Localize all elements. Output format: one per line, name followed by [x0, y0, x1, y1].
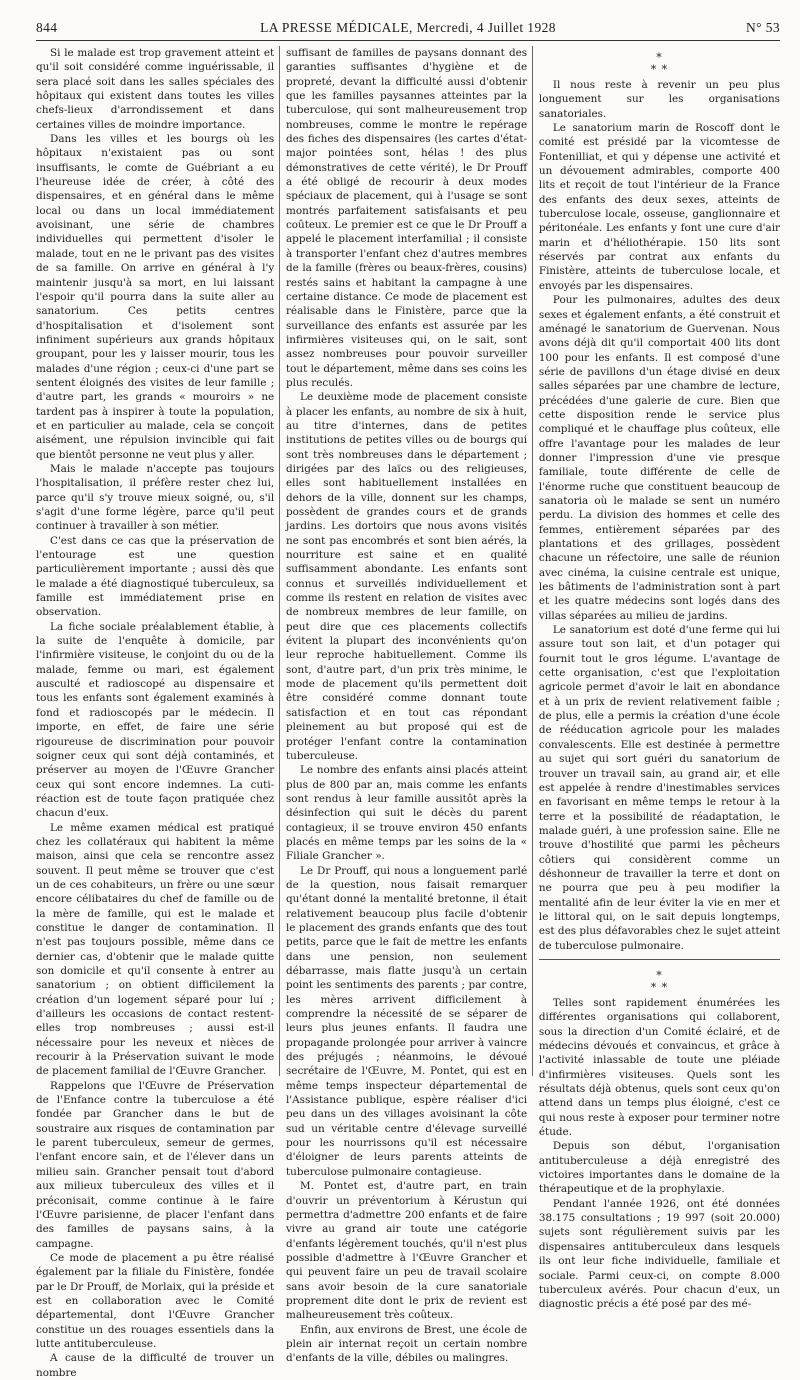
page-number: 844	[36, 20, 58, 35]
paragraph: Ce mode de placement a pu être réalisé également par la filiale du Finistère, fondée par le Dr Prouff, de Morlaix, qui la préside et est en collaboration avec le Comité départemental, dont l'Œuvre Grancher constitue un des rouages essentiels dans la lutte antituberculeuse.	[36, 1251, 275, 1350]
paragraph: Le deuxième mode de placement consiste à placer les enfants, au nombre de six à huit, au titre d'internes, dans de petites institutions de petites villes ou de bourgs qui sont très nombreuses dans le département ; dirigées par des laïcs ou des religieuses, elles sont habituellement installées en dehors de la ville, donnent sur les champs, possèdent de grandes cours et de grands jardins. Les dortoirs que nous avons visités ne sont pas encombrés et sont bien aérés, la nourriture est saine et en qualité suffisamment abondante. Les enfants sont connus et surveillés individuellement et comme ils restent en relation de visites avec de nombreux membres de leur famille, on peut dire que ces placements collectifs évitent la plupart des inconvénients qu'on leur reproche habituellement. Comme ils sont, d'autre part, d'un prix très minime, le mode de placement qu'ils permettent doit être considéré comme donnant toute satisfaction et en tout cas répondant pleinement au but proposé qui est de protéger l'enfant contre la contamination tuberculeuse.	[285, 391, 528, 762]
column-2	[285, 46, 528, 1365]
paragraph: Dans les villes et les bourgs où les hôpitaux n'existaient pas ou sont insuffisants, le comte de Guébriant a eu l'heureuse idée de créer, à côté des dispensaires, et en général dans le même local ou dans un local immédiatement avoisinant, une série de chambres individuelles qui permettent d'isoler le malade, tout en ne le privant pas des visites de sa famille. On arrive en général à l'y maintenir jusqu'à sa mort, en lui laissant l'espoir qu'il pourra dans la suite aller au sanatorium. Ces petits centres d'hospitalisation et d'isolement sont infiniment supérieurs aux grands hôpitaux groupant, pour les y laisser mourir, tous les malades d'une région ; ceux-ci d'une part se sentent éloignés des visites de leur famille ; d'autre part, les grands « mouroirs » ne tardent pas à inspirer à toute la population, et en particulier au malade, cela se conçoit aisément, une répulsion invincible qui fait que bientôt personne ne veut plus y aller.	[36, 133, 275, 461]
column-separator	[274, 46, 286, 1076]
paragraph: Le nombre des enfants ainsi placés atteint plus de 800 par an, mais comme les enfants sont rendus à leur famille aussitôt après la désinfection qui suit le décès du parent contagieux, il se trouve environ 450 enfants placés en même temps par les soins de la « Filiale Grancher ».	[285, 764, 528, 863]
column-1	[36, 46, 275, 1379]
paragraph: Pour les pulmonaires, adultes des deux sexes et également enfants, a été construit et aménagé le sanatorium de Guervenan. Nous avons déjà dit qu'il comportait 400 lits dont 100 pour les enfants. Il est composé d'une série de pavillons d'un étage divisé en deux salles séparées par une chambre de lecture, précédées d'une galerie de cure. Bien que cette disposition rende le service plus compliqué et le chauffage plus coûteux, elle offre l'avantage pour les malades de leur donner l'impression d'une vie presque familiale, toute différente de celle de l'énorme ruche que constituent beaucoup de sanatoria où le malade se sent un numéro perdu. La division des hommes et celle des femmes, entièrement séparées par des plantations et des grillages, possèdent chacune un réfectoire, une salle de réunion avec cinéma, la cuisine centrale est unique, les bâtiments de l'administration sont à part et les quatre médecins sont logés dans des villas séparées au milieu de jardins.	[538, 294, 781, 622]
paragraph: Le même examen médical est pratiqué chez les collatéraux qui habitent la même maison, ainsi que cela se rencontre assez souvent. Il peut même se trouver que c'est un de ces cohabiteurs, un frère ou une sœur encore célibataires du chef de famille ou de la mère de famille, qui est le malade et constitue le danger de contamination. Il n'est pas toujours possible, même dans ce dernier cas, d'obtenir que le malade quitte son domicile et qu'il consente à entrer au sanatorium ; on obtient difficilement la création d'un logement séparé pour lui ; d'ailleurs les occasions de contact restent-elles trop nombreuses ; aussi est-il nécessaire pour les neveux et nièces de recourir à la Préservation suivant le mode de placement familial de l'Œuvre Grancher.	[36, 821, 275, 1078]
paragraph: Depuis son début, l'organisation antituberculeuse a déjà enregistré des victoires importantes dans le domaine de la thérapeutique et de la prophylaxie.	[538, 1140, 781, 1196]
paragraph: Pendant l'année 1926, ont été données 38.175 consultations ; 19 997 (soit 20.000) sujets sont régulièrement suivis par les dispensaires antituberculeux dans lesquels ils ont leur fiche individuelle, familiale et sociale. Parmi ceux-ci, on compte 8.000 tuberculeux avérés. Pour chacun d'eux, un diagnostic précis a été posé par des mé-	[538, 1197, 781, 1311]
paragraph: Rappelons que l'Œuvre de Préservation de l'Enfance contre la tuberculose a été fondée par Grancher dans le but de soustraire aux risques de contamination par le parent tuberculeux, semeur de germes, l'enfant encore sain, et de l'élever dans un milieu sain. Grancher pensait tout d'abord aux milieux tuberculeux des villes et il préconisait, comme continue à le faire l'Œuvre parisienne, de placer l'enfant dans des familles de paysans sains, à la campagne.	[36, 1079, 275, 1250]
paragraph: suffisant de familles de paysans donnant des garanties suffisantes d'hygiène et de propreté, devant la difficulté aussi d'obtenir que les familles paysannes atteintes par la tuberculose, qui sont malheureusement trop nombreuses, comme le montre le repérage des fiches des dispensaires (les cartes d'état-major pointées sont, hélas ! des plus démonstratives de cette vérité), le Dr Prouff a été obligé de recourir à deux modes spéciaux de placement, qui à l'usage se sont montrés parfaitement satisfaisants et peu coûteux. Le premier est ce que le Dr Prouff a appelé le placement interfamilial ; il consiste à transporter l'enfant chez d'autres membres de la famille (frères ou beaux-frères, cousins) restés sains et habitant la campagne à une certaine distance. Ce mode de placement est réalisable dans le Finistère, parce que la surveillance des enfants est assurée par les infirmières visiteuses qui, on le sait, sont assez nombreuses pour pouvoir surveiller tout le département, même dans ses coins les plus reculés.	[285, 47, 528, 389]
asterism-ornament: * * *	[650, 968, 669, 994]
paragraph: Il nous reste à revenir un peu plus longuement sur les organisations sanatoriales.	[538, 79, 781, 120]
paragraph: La fiche sociale préalablement établie, à la suite de l'enquête à domicile, par l'infirmière visiteuse, le conjoint du ou de la malade, femme ou mari, est également ausculté et radioscopé au dispensaire et tous les enfants sont également examinés à fond et radioscopés par le médecin. Il importe, en effet, de faire une série rigoureuse de discrimination pour pouvoir soigner ceux qui sont déjà contaminés, et préserver au moyen de l'Œuvre Grancher ceux qui sont encore indemnes. La cuti-réaction est de toute façon pratiquée chez chacun d'eux.	[36, 620, 275, 820]
paragraph: Le sanatorium est doté d'une ferme qui lui assure tout son lait, et d'un potager qui fournit tout le gros légume. L'avantage de cette organisation, c'est que l'exploitation agricole permet d'avoir le lait en abondance et à un prix de revient relativement faible ; de plus, elle a permis la création d'une école de rééducation agricole pour les malades convalescents. Elle est destinée à permettre au sujet qui sort guéri du sanatorium de trouver un travail sain, au grand air, et elle est appelée à rendre d'inestimables services en favorisant en même temps le retour à la terre et la possibilité de réadaptation, le malade guéri, à une profession saine. Elle ne trouve d'hostilité que parmi les pêcheurs côtiers qui considèrent comme un déshonneur de travailler la terre et dont on ne pourra que peu à peu modifier la mentalité afin de leur éviter la vie en mer et le littoral qui, on le sait depuis longtemps, est des plus défavorables chez le sujet atteint de tuberculose pulmonaire.	[538, 624, 781, 952]
column-3	[538, 46, 781, 1311]
asterism-ornament: * * *	[650, 51, 669, 76]
paragraph: C'est dans ce cas que la préservation de l'entourage est une question particulièrement importante ; aussi dès que le malade a été diagnostiqué tuberculeux, sa famille est immédiatement prise en observation.	[36, 534, 275, 619]
article-columns	[36, 46, 781, 1379]
section-divider	[539, 959, 780, 960]
paragraph: Le Dr Prouff, qui nous a longuement parlé de la question, nous faisait remarquer qu'étant donné la mentalité bretonne, il était relativement beaucoup plus facile d'obtenir le placement des grands enfants que des tout petits, parce que le fait de mettre les enfants dans une pension, non seulement débarrasse, mais flatte jusqu'à un certain point les sentiments des parents ; par contre, les mères arrivent difficilement à comprendre la nécessité de se séparer de leurs plus jeunes enfants. Il faudra une propagande prolongée pour arriver à vaincre des préjugés ; néanmoins, le dévoué secrétaire de l'Œuvre, M. Pontet, qui est en même temps inspecteur départemental de l'Assistance publique, espère réaliser d'ici peu dans un des villages avoisinant la côte sud un véritable centre d'élevage surveillé pour les nourrissons qu'il est nécessaire d'éloigner de leurs parents atteints de tuberculose pulmonaire contagieuse.	[285, 864, 528, 1178]
paragraph: Mais le malade n'accepte pas toujours l'hospitalisation, il préfère rester chez lui, parce qu'il s'y trouve mieux soigné, ou, s'il s'agit d'une forme légère, parce qu'il peut continuer à travailler à son métier.	[36, 462, 275, 533]
issue-number: N° 53	[745, 20, 780, 35]
paragraph: Telles sont rapidement énumérées les différentes organisations qui collaborent, sous la direction d'un Comité éclairé, et de médecins dévoués et convaincus, et grâce à l'activité inlassable de toute une pléiade d'infirmières visiteuses. Quels sont les résultats déjà obtenus, quels sont ceux qu'on attend dans un temps plus éloigné, c'est ce qui nous reste à exposer pour terminer notre étude.	[538, 996, 781, 1139]
paragraph: Le sanatorium marin de Roscoff dont le comité est présidé par la vicomtesse de Fontenilliat, et qui y dépense une activité et un dévouement admirables, comporte 400 lits et reçoit de tout l'intérieur de la France des enfants des deux sexes, atteints de tuberculose locale, osseuse, ganglionnaire et péritonéale. Les enfants y font une cure d'air marin et d'héliothérapie. 150 lits sont réservés par contrat aux enfants du Finistère, atteints de tuberculose locale, et envoyés par les dispensaires.	[538, 122, 781, 292]
paragraph: Enfin, aux environs de Brest, une école de plein air internat reçoit un certain nombre d'enfants de la ville, débiles ou malingres.	[285, 1323, 528, 1365]
journal-title: LA PRESSE MÉDICALE, Mercredi, 4 Juillet 1928	[260, 20, 556, 35]
paragraph: M. Pontet est, d'autre part, en train d'ouvrir un préventorium à Kérustun qui permettra d'admettre 200 enfants et de faire vivre au grand air toute une catégorie d'enfants légèrement touchés, qu'il n'est plus possible d'admettre à l'Œuvre Grancher et qui peuvent faire un peu de travail scolaire sans avoir besoin de la cure sanatoriale proprement dite dont le prix de revient est malheureusement très coûteux.	[285, 1180, 528, 1322]
paragraph: A cause de la difficulté de trouver un nombre	[36, 1352, 275, 1379]
paragraph: Si le malade est trop gravement atteint et qu'il soit considéré comme inguérissable, il sera placé soit dans les salles spéciales des hôpitaux qui existent dans toutes les villes chefs-lieux d'arrondissement et dans certaines villes de moindre importance.	[36, 47, 275, 131]
running-header	[36, 20, 780, 38]
column-separator	[527, 46, 539, 1076]
header-rule	[36, 40, 780, 41]
